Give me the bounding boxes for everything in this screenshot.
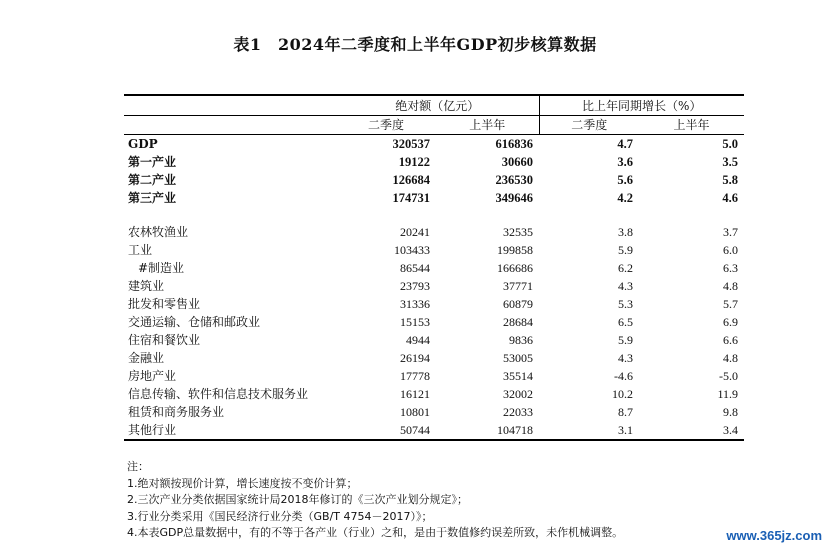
- row-value: 9836: [509, 333, 533, 347]
- row-label: 金融业: [128, 351, 165, 365]
- row-value: 60879: [503, 297, 533, 311]
- table-row: [124, 153, 744, 171]
- row-value: 616836: [495, 137, 533, 151]
- row-value: 5.6: [617, 173, 633, 187]
- row-value: 6.9: [723, 315, 738, 329]
- row-value: 174731: [392, 191, 430, 205]
- row-value: 9.8: [723, 405, 738, 419]
- header-blank: [124, 95, 336, 116]
- footnote-line: 1.绝对额按现价计算，增长速度按不变价计算；: [127, 476, 358, 490]
- row-label: 租赁和商务服务业: [128, 405, 225, 419]
- row-label: 信息传输、软件和信息技术服务业: [128, 387, 309, 401]
- subheader-h1-growth: 上半年: [639, 116, 744, 135]
- row-value: 4.7: [617, 137, 633, 151]
- row-label: 交通运输、仓储和邮政业: [128, 315, 261, 329]
- row-label: GDP: [128, 137, 158, 151]
- row-value: 35514: [503, 369, 533, 383]
- table-title: 表1 2024年二季度和上半年GDP初步核算数据: [233, 35, 597, 54]
- row-label: 房地产业: [128, 369, 177, 383]
- row-value: 4944: [406, 333, 430, 347]
- row-value: 5.3: [618, 297, 633, 311]
- row-value: 3.5: [722, 155, 738, 169]
- row-value: 6.5: [618, 315, 633, 329]
- row-value: 30660: [501, 155, 533, 169]
- subheader-blank: [124, 116, 336, 135]
- table-row: [124, 403, 744, 421]
- row-label: 农林牧渔业: [128, 225, 189, 239]
- row-label: 批发和零售业: [128, 297, 201, 311]
- row-value: 5.0: [722, 137, 738, 151]
- row-value: 3.7: [723, 225, 738, 239]
- table-row: [124, 171, 744, 189]
- row-value: 53005: [503, 351, 533, 365]
- row-value: 3.4: [639, 421, 744, 440]
- header-absolute-value: 绝对额（亿元）: [336, 95, 539, 116]
- table-row: [124, 295, 744, 313]
- row-value: 11.9: [717, 387, 738, 401]
- row-label: 其他行业: [124, 421, 336, 440]
- row-value: -4.6: [614, 369, 633, 383]
- row-value: 16121: [400, 387, 430, 401]
- row-value: 3.1: [539, 421, 639, 440]
- row-value: 320537: [392, 137, 430, 151]
- row-value: 4.8: [723, 279, 738, 293]
- row-spacer: [124, 207, 744, 223]
- row-value: 15153: [400, 315, 430, 329]
- footnote-line: 4.本表GDP总量数据中，有的不等于各产业（行业）之和，是由于数值修约误差所致，未作机械调整。: [127, 526, 624, 539]
- footnote-line: 3.行业分类采用《国民经济行业分类（GB/T 4754－2017）》；: [127, 509, 433, 523]
- row-value: 6.0: [723, 243, 738, 257]
- row-value: 32002: [503, 387, 533, 401]
- table-row: [124, 241, 744, 259]
- subheader-h1-abs: 上半年: [436, 116, 539, 135]
- row-value: 6.3: [723, 261, 738, 275]
- row-value: 23793: [400, 279, 430, 293]
- table-row: [124, 223, 744, 241]
- watermark: www.365jz.com: [726, 528, 822, 543]
- row-label: 建筑业: [128, 279, 165, 293]
- row-label: 工业: [128, 243, 153, 257]
- row-value: 3.6: [617, 155, 633, 169]
- row-value: 199858: [497, 243, 533, 257]
- table-row: [124, 367, 744, 385]
- row-label: 第二产业: [128, 173, 177, 187]
- row-value: 5.8: [722, 173, 738, 187]
- row-value: 26194: [400, 351, 430, 365]
- table-row: [124, 259, 744, 277]
- footnote-line: 2.三次产业分类依据国家统计局2018年修订的《三次产业划分规定》；: [127, 493, 468, 506]
- row-value: 3.8: [618, 225, 633, 239]
- table-row: [124, 331, 744, 349]
- footnotes: [127, 459, 623, 542]
- row-value: 32535: [503, 225, 533, 239]
- row-value: 104718: [436, 421, 539, 440]
- row-value: 17778: [400, 369, 430, 383]
- row-value: 22033: [503, 405, 533, 419]
- row-value: 10.2: [612, 387, 633, 401]
- row-value: 349646: [495, 191, 533, 205]
- row-value: 86544: [400, 261, 430, 275]
- table-row: [124, 385, 744, 403]
- row-value: 5.7: [723, 297, 738, 311]
- row-value: 4.3: [618, 279, 633, 293]
- row-value: 6.6: [723, 333, 738, 347]
- row-value: 4.2: [617, 191, 633, 205]
- row-value: -5.0: [719, 369, 738, 383]
- row-value: 50744: [336, 421, 436, 440]
- subheader-q2-growth: 二季度: [539, 116, 639, 135]
- row-value: 6.2: [618, 261, 633, 275]
- subheader-q2-abs: 二季度: [336, 116, 436, 135]
- row-value: 5.9: [618, 333, 633, 347]
- row-value: 31336: [400, 297, 430, 311]
- row-value: 8.7: [618, 405, 633, 419]
- row-value: 28684: [503, 315, 533, 329]
- table-row: [124, 189, 744, 207]
- row-value: 126684: [392, 173, 430, 187]
- table-row: [124, 135, 744, 154]
- row-label: 住宿和餐饮业: [128, 333, 201, 347]
- row-value: 5.9: [618, 243, 633, 257]
- table-row: [124, 421, 744, 440]
- row-value: 4.8: [723, 351, 738, 365]
- gdp-table: [124, 94, 744, 441]
- row-value: 4.3: [618, 351, 633, 365]
- table-row: [124, 313, 744, 331]
- row-value: 166686: [497, 261, 533, 275]
- row-value: 4.6: [722, 191, 738, 205]
- row-value: 37771: [503, 279, 533, 293]
- footnote-line: 注：: [127, 460, 149, 473]
- table-row: [124, 277, 744, 295]
- row-label: 第一产业: [128, 155, 177, 169]
- row-value: 236530: [495, 173, 533, 187]
- header-growth-rate: 比上年同期增长（%）: [539, 95, 744, 116]
- row-value: 19122: [398, 155, 430, 169]
- table-row: [124, 349, 744, 367]
- row-label: #制造业: [138, 261, 185, 275]
- row-value: 10801: [400, 405, 430, 419]
- row-value: 103433: [394, 243, 430, 257]
- row-label: 第三产业: [128, 191, 177, 205]
- row-value: 20241: [400, 225, 430, 239]
